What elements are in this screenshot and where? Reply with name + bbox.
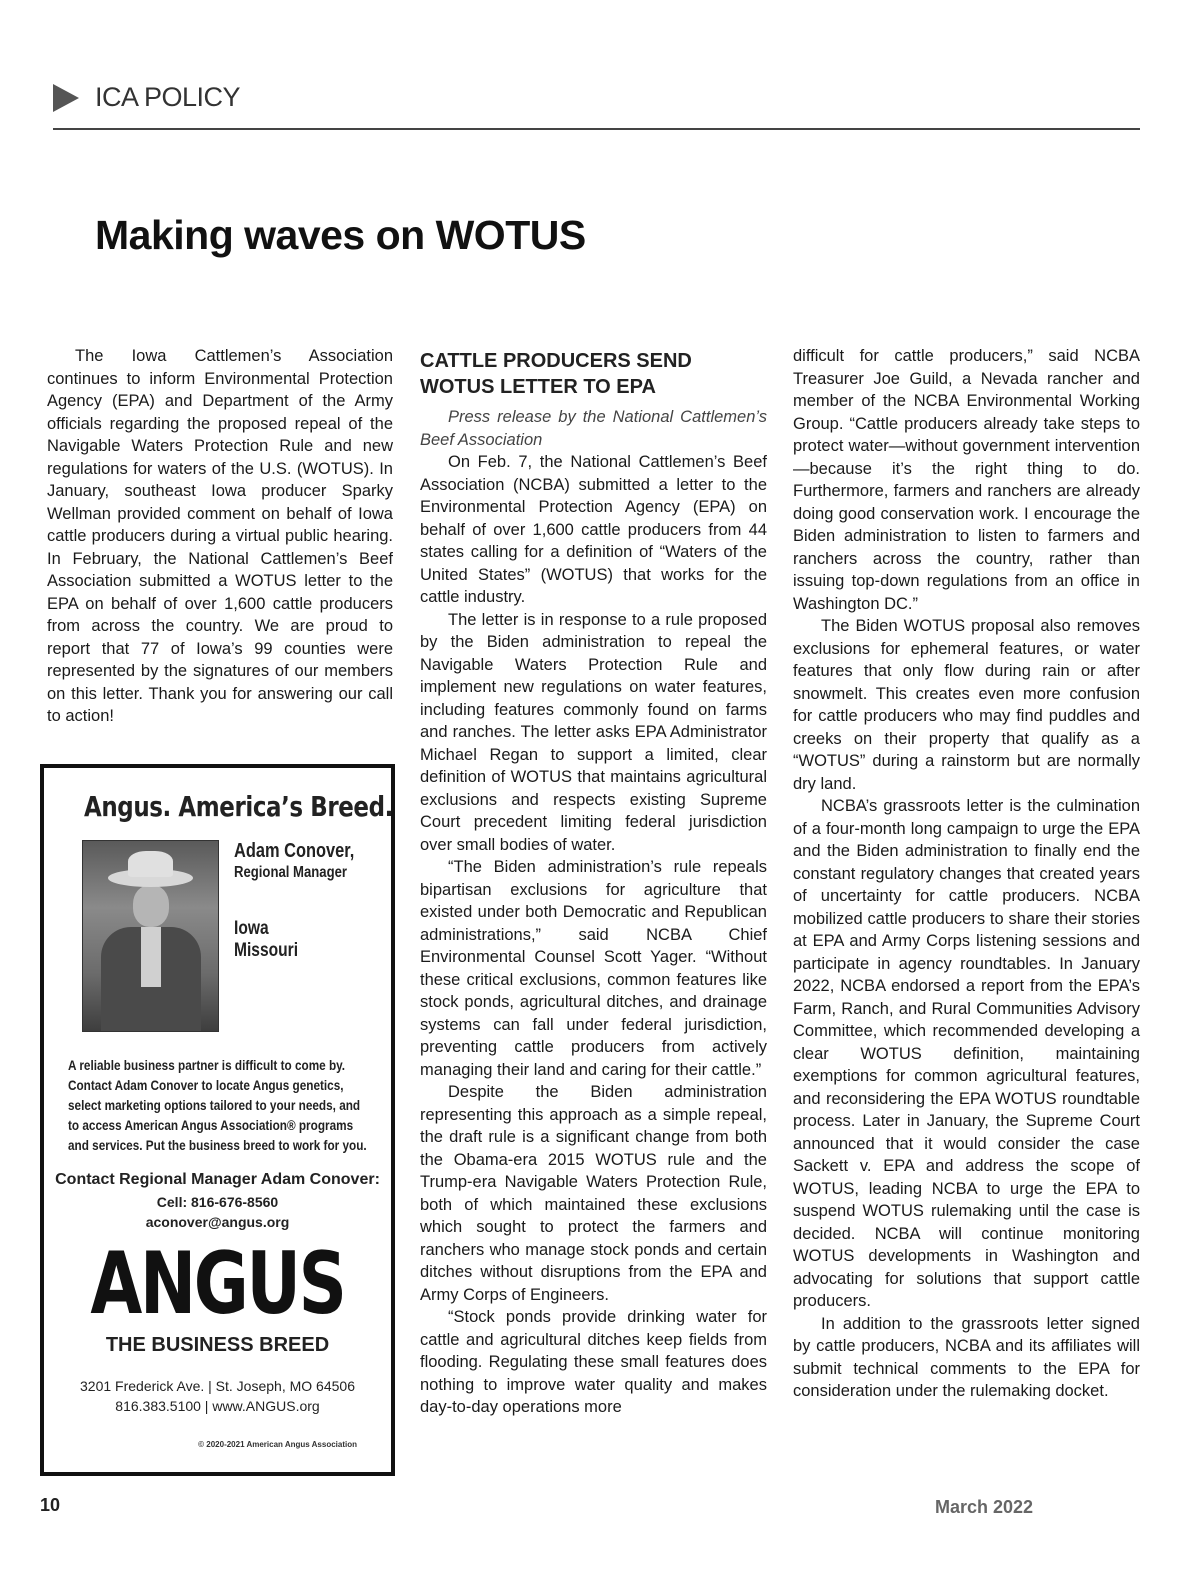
- article-byline: Press release by the National Cattlemen’s Beef Association: [420, 408, 767, 449]
- ad-contact-name: Adam Conover,: [234, 840, 355, 862]
- article-column-2: [420, 348, 767, 1419]
- page-title: Making waves on WOTUS: [95, 212, 586, 258]
- play-arrow-icon: [53, 84, 79, 112]
- issue-date: March 2022: [935, 1497, 1034, 1517]
- angus-logo-subtitle: THE BUSINESS BREED: [105, 1334, 330, 1356]
- ad-copyright: © 2020-2021 American Angus Association: [198, 1440, 357, 1449]
- ad-phone-website[interactable]: 816.383.5100 | www.ANGUS.org: [115, 1398, 320, 1414]
- article-paragraph: In addition to the grassroots letter signed by cattle producers, NCBA and its affiliates will submit technical comments to the EPA for consideration under the rulemaking docket.: [793, 1314, 1140, 1400]
- intro-column: [47, 345, 393, 728]
- ad-cell-number: Cell: 816-676-8560: [156, 1194, 279, 1210]
- article-paragraph-continued: difficult for cattle producers,” said NCBA Treasurer Joe Guild, a Nevada rancher and member of the NCBA Environmental Working Group. “Cattle producers already take steps to protect water—without government intervention—because it’s the right thing to do. Furthermore, farmers and ranchers are already doing good conservation work. I encourage the Biden administration to listen to farmers and ranchers across the country, rather than issuing top-down regulations from an office in Washington DC.”: [793, 347, 1140, 613]
- angus-logo: ANGUS: [90, 1234, 345, 1334]
- ad-body-text: A reliable business partner is difficult to come by. Contact Adam Conover to locate Angus genetics, select marketing options tailored to your needs, and to access American Angus Association® programs and services. Put the business breed to work for you.: [68, 1057, 367, 1153]
- ad-territory-iowa: Iowa: [234, 918, 269, 939]
- section-label: ICA POLICY: [95, 82, 241, 112]
- article-paragraph: On Feb. 7, the National Cattlemen’s Beef Association (NCBA) submitted a letter to the Environmental Protection Agency (EPA) on behalf of over 1,600 cattle producers from 44 states calling for a definition of “Waters of the United States” (WOTUS) that works for the cattle industry.: [420, 453, 767, 606]
- page-number: 10: [40, 1495, 61, 1515]
- intro-paragraph: The Iowa Cattlemen’s Association continues to inform Environmental Protection Agency (EPA) and Department of the Army officials regarding the proposed repeal of the Navigable Waters Protection Rule and new regulations for waters of the U.S. (WOTUS). In January, southeast Iowa producer Sparky Wellman provided comment on behalf of Iowa cattle producers during a virtual public hearing. In February, the National Cattlemen’s Beef Association submitted a WOTUS letter to the EPA on behalf of over 1,600 cattle producers from across the country. We are proud to report that 77 of Iowa’s 99 counties were represented by the signatures of our members on this letter. Thank you for answering our call to action!: [47, 347, 393, 725]
- article-column-3: [793, 345, 1140, 1403]
- ad-contact-role: Regional Manager: [234, 864, 348, 881]
- ad-contact-heading: Contact Regional Manager Adam Conover:: [55, 1171, 380, 1188]
- ad-address: 3201 Frederick Ave. | St. Joseph, MO 64506: [80, 1378, 355, 1394]
- ad-email[interactable]: aconover@angus.org: [145, 1214, 290, 1230]
- section-header: [53, 80, 1140, 130]
- article-paragraph: NCBA’s grassroots letter is the culmination of a four-month long campaign to urge the EPA and the Biden administration to finally end the constant regulatory changes that created years of uncertainty for cattle producers. NCBA mobilized cattle producers to share their stories at EPA and Army Corps listening sessions and participate in agency roundtables. In January 2022, NCBA endorsed a report from the EPA’s Farm, Ranch, and Rural Communities Advisory Committee, which recommended developing a clear WOTUS definition, maintaining exemptions for common agricultural features, and reconsidering the EPA WOTUS roundtable process. Later in January, the Supreme Court announced that it would consider the case Sackett v. EPA and address the scope of WOTUS, leading NCBA to urge the EPA to suspend WOTUS rulemaking until the case is decided. NCBA will continue monitoring WOTUS developments in Washington and advocating for solutions that support cattle producers.: [793, 797, 1140, 1310]
- article-paragraph: “The Biden administration’s rule repeals bipartisan exclusions for agriculture that existed under both Democratic and Republican administrations,” said NCBA Chief Environmental Counsel Scott Yager. “Without these critical exclusions, common features like stock ponds, agricultural ditches, and drainage systems can fall under federal jurisdiction, preventing cattle producers from actively managing their land and caring for their cattle.”: [420, 858, 767, 1079]
- angus-advertisement: [40, 764, 395, 1476]
- ad-territory-missouri: Missouri: [234, 940, 299, 961]
- article-paragraph: The letter is in response to a rule proposed by the Biden administration to repeal the Navigable Waters Protection Rule and implement new regulations on water features, including features commonly found on farms and ranches. The letter asks EPA Administrator Michael Regan to support a limited, clear definition of WOTUS that maintains agricultural exclusions and respects existing Supreme Court precedent limiting federal jurisdiction over small bodies of water.: [420, 610, 767, 854]
- ad-tagline: Angus. America’s Breed.: [84, 790, 393, 823]
- article-paragraph: The Biden WOTUS proposal also removes exclusions for ephemeral features, or water features that only flow during rain or after snowmelt. This creates even more confusion for cattle producers who may find puddles and creeks on their property that qualify as a “WOTUS” during a rainstorm but are normally dry land.: [793, 617, 1140, 793]
- article-paragraph: “Stock ponds provide drinking water for cattle and agricultural ditches keep fields from flooding. Regulating these small features does nothing to improve water quality and makes day-to-day operations more: [420, 1308, 767, 1416]
- ad-portrait-photo: [82, 840, 219, 1032]
- article-subhead: CATTLE PRODUCERS SEND WOTUS LETTER TO EPA: [420, 350, 692, 398]
- article-paragraph: Despite the Biden administration representing this approach as a simple repeal, the draft rule is a significant change from both the Obama-era 2015 WOTUS rule and the Trump-era Navigable Waters Protection Rule, both of which maintained these exclusions which sought to protect the farmers and ranchers who manage stock ponds and certain ditches without disruptions from the EPA and Army Corps of Engineers.: [420, 1083, 767, 1304]
